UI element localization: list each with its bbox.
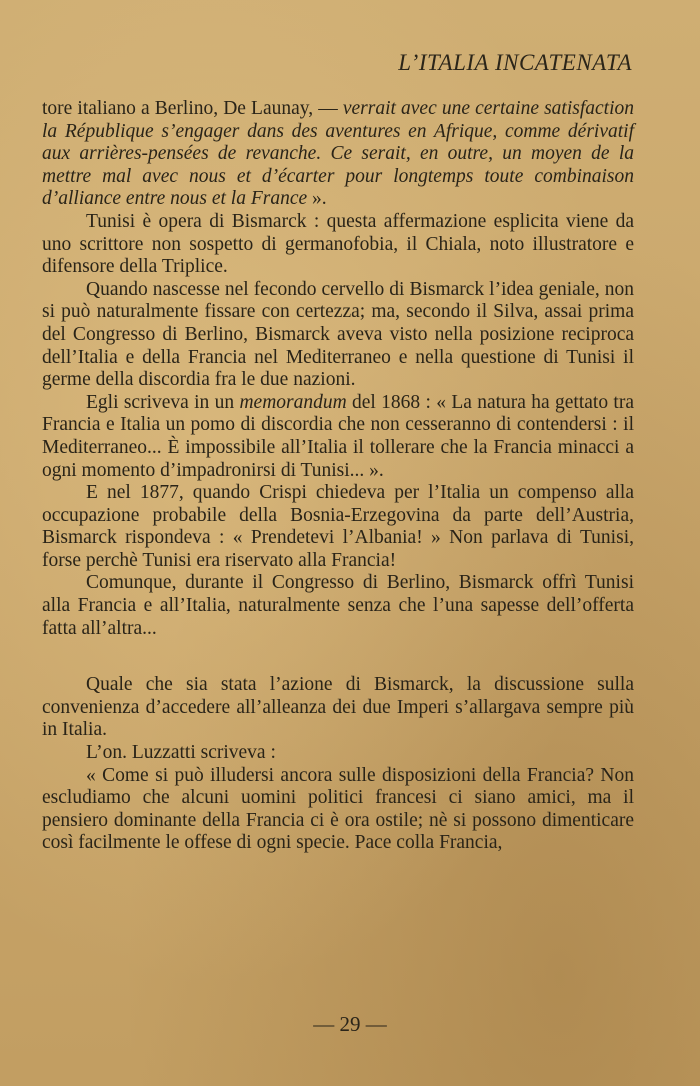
body-text	[42, 98, 634, 855]
paragraph-9: « Come si può illudersi ancora sulle disposizioni della Francia? Non escludiamo che alcuni uomini politici francesi ci siano amici, ma il pensiero dominante della Francia ci è ora ostile; nè si possono dimenticare così facilmente le offese di ogni specie. Pace colla Francia,	[42, 764, 634, 854]
page-number: — 29 —	[313, 1012, 387, 1036]
paragraph-5: E nel 1877, quando Crispi chiedeva per l’Italia un compenso alla occupazione probabile della Bosnia-Erzegovina da parte dell’Austria, Bismarck rispondeva : « Prendetevi l’Albania! » Non parlava di Tunisi, forse perchè Tunisi era riservato alla Francia!	[42, 482, 634, 571]
paragraph-2: Tunisi è opera di Bismarck : questa affermazione esplicita viene da uno scrittore non sospetto di germanofobia, il Chiala, noto illustratore e difensore della Triplice.	[42, 210, 634, 278]
paragraph-3: Quando nascesse nel fecondo cervello di Bismarck l’idea geniale, non si può naturalmente fissare con certezza; ma, secondo il Silva, assai prima del Congresso di Berlino, Bismarck aveva visto nella posizione reciproca dell’Italia e della Francia nel Mediterraneo e nella questione di Tunisi il germe della discordia fra le due nazioni.	[42, 278, 634, 391]
running-title: L’ITALIA INCATENATA	[398, 50, 632, 75]
paragraph-6: Comunque, durante il Congresso di Berlino, Bismarck offrì Tunisi alla Francia e all’Italia, naturalmente senza che l’una sapesse dell’offerta fatta all’altra...	[42, 572, 634, 639]
paragraph-1: tore italiano a Berlino, De Launay, — verrait avec une certaine satisfaction la République s’engager dans des aventures en Afrique, comme dérivatif aux arrières-pensées de revanche. Ce serait, en outre, un moyen de la mettre mal avec nous et d’écarter pour longtemps toute combinaison d’alliance entre nous et la France ».	[42, 98, 634, 210]
paragraph-4: Egli scriveva in un memorandum del 1868 : « La natura ha gettato tra Francia e Italia un pomo di discordia che non cesseranno di contendersi : il Mediterraneo... È impossibile all’Italia il tollerare che la Francia minacci a ogni momento d’impadronirsi di Tunisi... ».	[42, 391, 634, 481]
paragraph-7: Quale che sia stata l’azione di Bismarck, la discussione sulla convenienza d’accedere all’alleanza dei due Imperi s’allargava sempre più in Italia.	[42, 674, 634, 741]
section-gap	[42, 640, 634, 674]
paragraph-8: L’on. Luzzatti scriveva :	[86, 742, 276, 764]
